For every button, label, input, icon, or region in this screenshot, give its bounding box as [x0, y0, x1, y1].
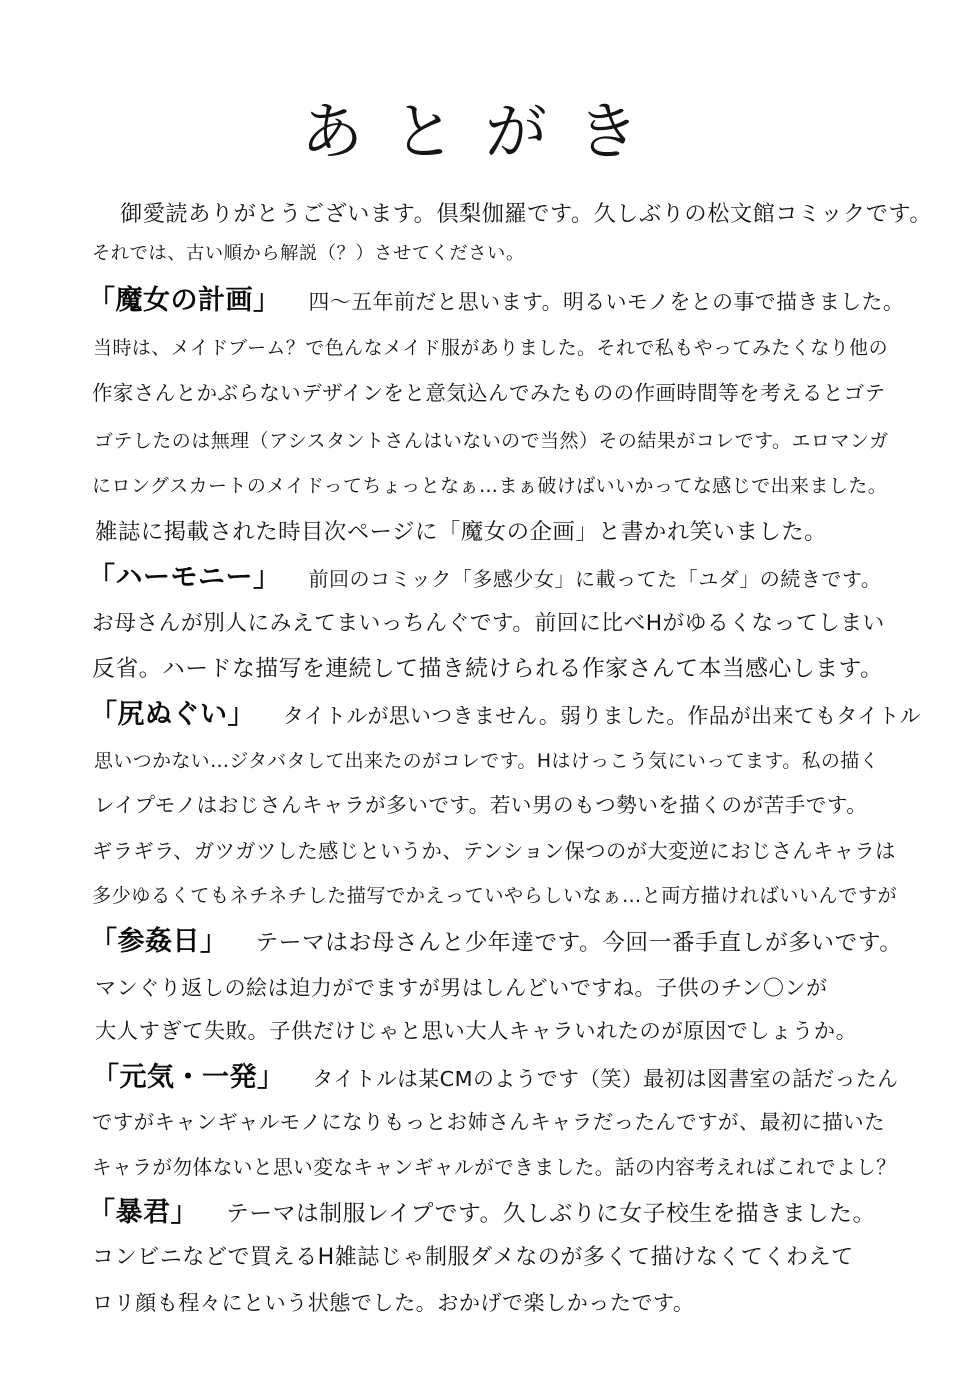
line-text: お母さんが別人にみえてまいっちんぐです。前回に比べHがゆるくなってしまい — [92, 611, 885, 636]
section-heading: 「参姦日」 — [90, 926, 228, 957]
line-text: 前回のコミック「多感少女」に載ってた「ユダ」の続きです。 — [308, 567, 882, 591]
section-heading-line — [92, 1060, 898, 1097]
text-line — [92, 878, 897, 914]
text-line — [93, 330, 888, 366]
line-text: ギラギラ、ガツガツした感じというか、テンション保つのが大変逆におじさんキャラは — [92, 839, 896, 863]
line-text: 雑誌に掲載された時目次ページに「魔女の企画」と書かれ笑いました。 — [95, 519, 828, 545]
line-text: 多少ゆるくてもネチネチした描写でかえっていやらしいなぁ…と両方描ければいいんですが — [92, 884, 898, 907]
line-text: 御愛読ありがとうございます。倶梨伽羅です。久しぶりの松文館コミックです。 — [120, 201, 933, 227]
section-heading-line — [90, 924, 902, 961]
line-text: キャラが勿体ないと思い変なキャンギャルができました。話の内容考えればこれでよし？ — [92, 1156, 897, 1179]
line-text: ゴテしたのは無理（アシスタントさんはいないので当然）その結果がコレです。エロマンガ — [94, 430, 889, 452]
line-text: 四～五年前だと思います。明るいモノをとの事で描きました。 — [308, 290, 905, 314]
text-line — [92, 1104, 885, 1140]
line-text: テーマは制服レイプです。久しぶりに女子校生を描きました。 — [226, 1201, 876, 1227]
text-line — [95, 970, 828, 1006]
line-text: それでは、古い順から解説（？）させてください。 — [92, 243, 525, 264]
line-text: タイトルが思いつきません。弱りました。作品が出来てもタイトル — [283, 704, 921, 728]
page-title: あとがき — [300, 95, 669, 168]
text-line — [92, 1240, 854, 1276]
line-text: 思いつかない…ジタバタして出来たのがコレです。Hはけっこう気にいってます。私の描く — [94, 750, 880, 772]
text-line — [94, 787, 867, 823]
section-heading-line — [88, 1195, 876, 1232]
line-text: ですがキャンギャルモノになりもっとお姉さんキャラだったんですが、最初に描いた — [92, 1110, 886, 1134]
section-heading: 「暴君」 — [88, 1197, 198, 1228]
line-text: 大人すぎて失敗。子供だけじゃと思い大人キャラいれたのが原因でしょうか。 — [95, 1019, 858, 1044]
section-heading-line — [90, 697, 921, 734]
section-heading: 「尻ぬぐい」 — [90, 699, 255, 730]
section-heading: 「ハーモニー」 — [88, 562, 281, 593]
line-text: ロリ顔も程々にという状態でした。おかげで楽しかったです。 — [92, 1290, 695, 1315]
text-line — [95, 514, 827, 550]
section-heading-line — [88, 560, 881, 597]
text-line — [92, 833, 896, 869]
text-line — [92, 375, 886, 411]
section-heading: 「元気・一発」 — [92, 1062, 285, 1093]
text-line — [92, 468, 887, 504]
line-text: にロングスカートのメイドってちょっとなぁ…まぁ破けばいいかってな感じで出来ました。 — [92, 475, 888, 497]
line-text: マンぐり返しの絵は迫力がでますが男はしんどいですね。子供のチン〇ンが — [95, 975, 828, 1000]
text-line — [120, 196, 932, 232]
line-text: レイプモノはおじさんキャラが多いです。若い男のもつ勢いを描くのが苦手です。 — [94, 793, 868, 817]
line-text: 当時は、メイドブーム？で色んなメイド服がありました。それで私もやってみたくなり他の — [93, 337, 889, 359]
line-text: コンビニなどで買えるH雑誌じゃ制服ダメなのが多くて描けなくてくわえて — [92, 1245, 854, 1270]
text-line — [94, 423, 889, 459]
text-line — [92, 606, 885, 642]
text-line — [95, 1014, 857, 1050]
text-line — [92, 1150, 896, 1186]
text-line — [92, 1285, 695, 1321]
line-text: 反省。ハードな描写を連続して描き続けられる作家さんて本当感心します。 — [92, 656, 884, 682]
line-text: タイトルは某CMのようです（笑）最初は図書室の話だったん — [312, 1067, 899, 1091]
line-text: テーマはお母さんと少年達です。今回一番手直しが多いです。 — [255, 930, 903, 956]
text-line — [92, 651, 883, 687]
text-line — [92, 236, 525, 272]
line-text: 作家さんとかぶらないデザインをと意気込んでみたものの作画時間等を考えるとゴテ — [92, 381, 886, 405]
section-heading: 「魔女の計画」 — [88, 285, 281, 316]
section-heading-line — [88, 283, 904, 320]
text-line — [94, 743, 879, 779]
